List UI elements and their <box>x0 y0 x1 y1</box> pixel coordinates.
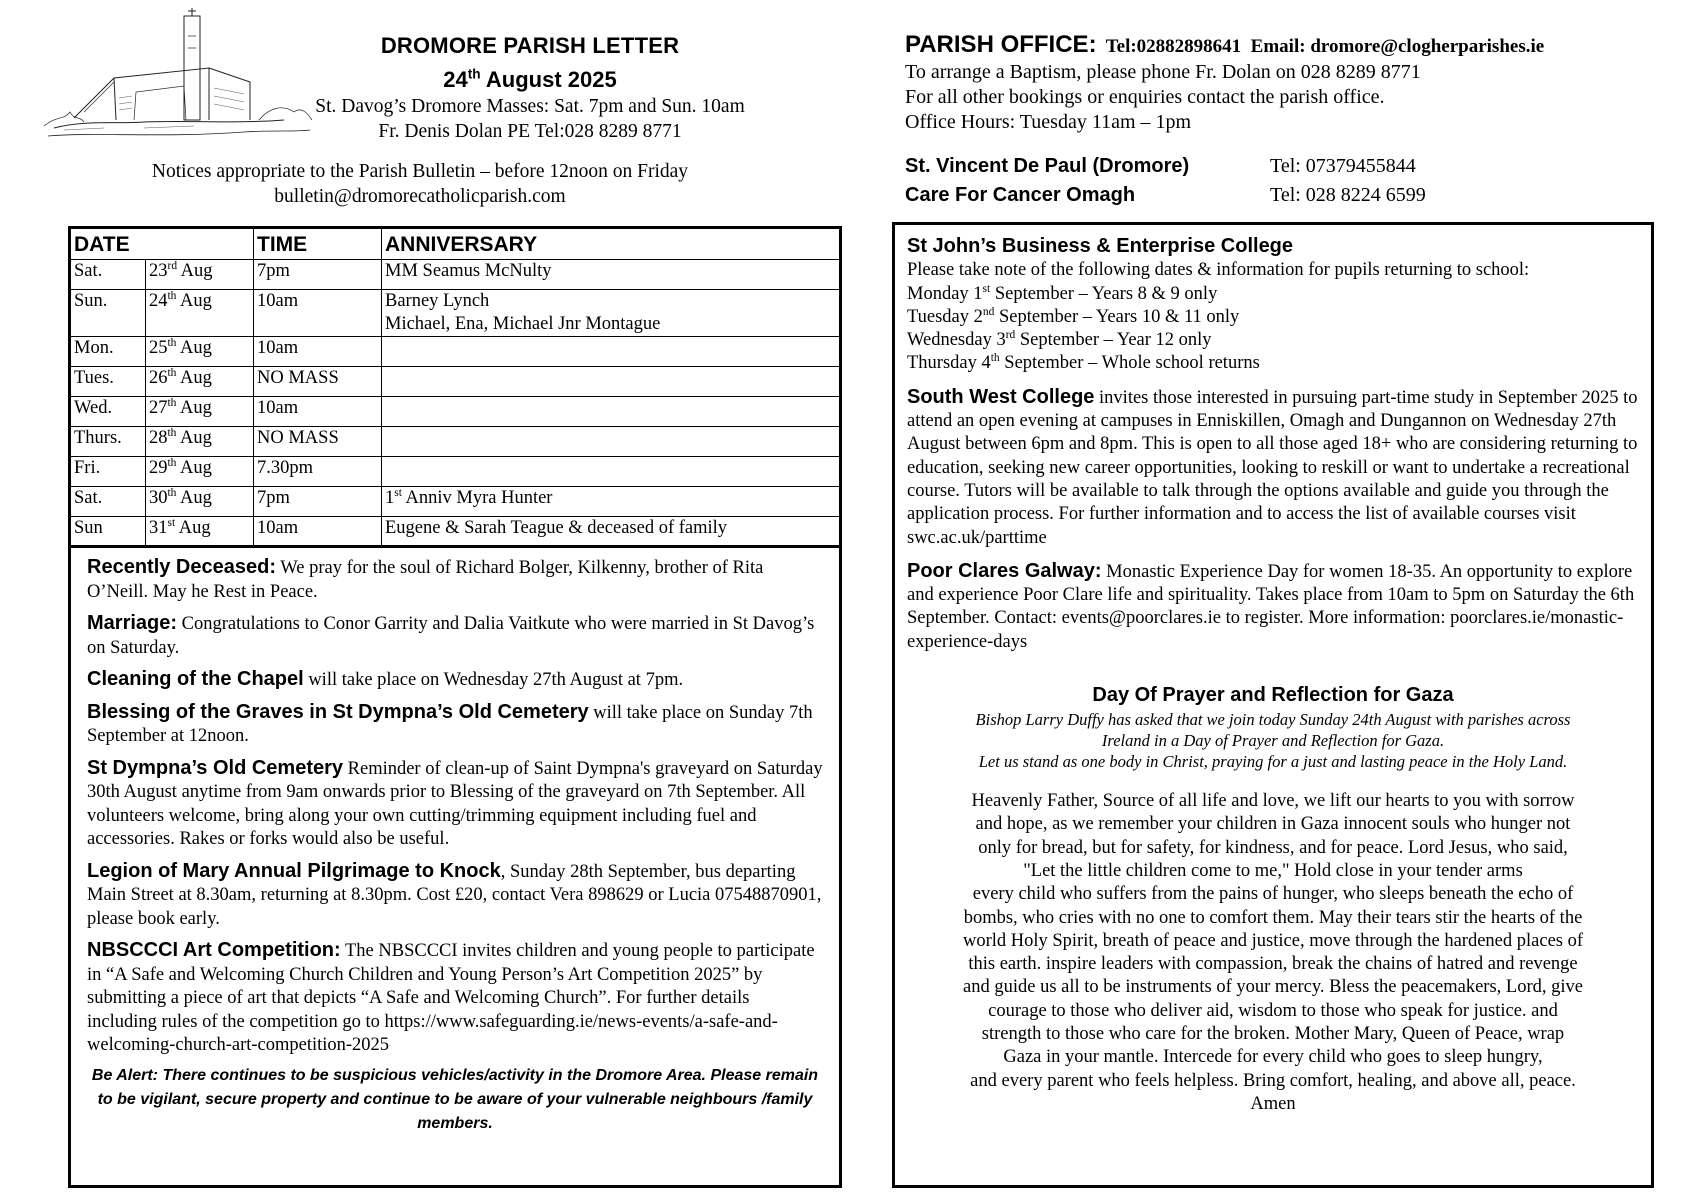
prayer-line: this earth. inspire leaders with compassion, break the chains of hatred and revenge <box>968 954 1578 975</box>
mass-times: St. Davog’s Dromore Masses: Sat. 7pm and Sun. 10am <box>315 96 745 117</box>
baptism-line: To arrange a Baptism, please phone Fr. Dolan on 028 8289 8771 <box>905 61 1421 83</box>
table-row <box>70 517 841 547</box>
cell-time: NO MASS <box>254 367 382 397</box>
cell-anniversary: 1st Anniv Myra Hunter <box>382 487 841 517</box>
office-contact: Tel:02882898641 Email: dromore@clogherparishes.ie <box>1096 36 1545 57</box>
prayer-line: and every parent who feels helpless. Bring comfort, healing, and above all, peace. <box>970 1070 1576 1091</box>
gaza-prayer <box>907 790 1639 1116</box>
notices-panel <box>68 546 842 1188</box>
cell-day: Sat. <box>70 487 146 517</box>
cell-date: 30th Aug <box>146 487 254 517</box>
notice-item: Legion of Mary Annual Pilgrimage to Knock, Sunday 28th September, bus departing Main Street at 8.30am, returning at 8.30pm. Cost £20, contact Vera 898629 or Lucia 07548870901, please book early. <box>87 859 822 929</box>
cell-date: 26th Aug <box>146 367 254 397</box>
cell-date: 29th Aug <box>146 457 254 487</box>
cell-anniversary: MM Seamus McNulty <box>382 260 841 290</box>
notice-item: Marriage: Congratulations to Conor Garrity and Dalia Vaitkute who were married in St Davog’s on Saturday. <box>87 612 815 658</box>
prayer-line: world Holy Spirit, breath of peace and justice, move through the hardened places of <box>962 930 1584 951</box>
table-row <box>70 427 841 457</box>
header-time: TIME <box>254 228 382 260</box>
notice-heading: St Dympna’s Old Cemetery <box>87 756 344 779</box>
gaza-intro: Bishop Larry Duffy has asked that we join today Sunday 24th August with parishes across Ireland in a Day of Prayer and Reflection for Gaza. Let us stand as one body in Christ, praying for a just and lasting peace in the Holy Land. <box>975 710 1571 772</box>
mass-schedule-table <box>68 226 842 548</box>
cell-anniversary <box>382 457 841 487</box>
table-row <box>70 290 841 337</box>
cell-day: Sat. <box>70 260 146 290</box>
cell-day: Tues. <box>70 367 146 397</box>
table-row <box>70 487 841 517</box>
college-heading: St John’s Business & Enterprise College <box>907 235 1294 257</box>
cell-time: NO MASS <box>254 427 382 457</box>
header-date: DATE <box>70 228 254 260</box>
notice-item: Recently Deceased: We pray for the soul of Richard Bolger, Kilkenny, brother of Rita O’Neill. May he Rest in Peace. <box>87 556 764 602</box>
cell-anniversary: Barney Lynch Michael, Ena, Michael Jnr Montague <box>382 290 841 337</box>
notice-heading: NBSCCCI Art Competition: <box>87 939 341 961</box>
cell-time: 7pm <box>254 487 382 517</box>
cell-anniversary <box>382 337 841 367</box>
cell-day: Fri. <box>70 457 146 487</box>
cell-time: 10am <box>254 517 382 547</box>
table-row <box>70 367 841 397</box>
prayer-line: bombs, who cries with no one to comfort them. May their tears stir the hearts of the <box>963 907 1583 928</box>
cell-day: Thurs. <box>70 427 146 457</box>
cell-date: 27th Aug <box>146 397 254 427</box>
notice-heading: Cleaning of the Chapel <box>87 668 304 690</box>
cell-time: 10am <box>254 397 382 427</box>
college-date-line: Wednesday 3rd September – Year 12 only <box>907 329 1212 351</box>
cell-date: 24th Aug <box>146 290 254 337</box>
prayer-line: only for bread, but for safety, for kindness, and for peace. Lord Jesus, who said, <box>978 837 1568 858</box>
cell-date: 25th Aug <box>146 337 254 367</box>
prayer-line: Gaza in your mantle. Intercede for every child who goes to sleep hungry, <box>1003 1047 1543 1068</box>
gaza-title: Day Of Prayer and Reflection for Gaza <box>1092 684 1454 707</box>
college-intro: Please take note of the following dates & information for pupils returning to school: <box>907 260 1530 281</box>
cell-anniversary <box>382 427 841 457</box>
notice-heading: Legion of Mary Annual Pilgrimage to Knock <box>87 859 501 882</box>
cell-date: 28th Aug <box>146 427 254 457</box>
bulletin-email: bulletin@dromorecatholicparish.com <box>274 186 566 207</box>
office-hours: Office Hours: Tuesday 11am – 1pm <box>905 111 1192 133</box>
parish-office-header: PARISH OFFICE: Tel:02882898641 Email: dromore@clogherparishes.ie <box>905 31 1545 58</box>
alert-notice: Be Alert: There continues to be suspicious vehicles/activity in the Dromore Area. Please remain to be vigilant, secure property and continue to be aware of your vulnerable neighbours /family members. <box>91 1066 819 1132</box>
college-notice <box>907 235 1639 376</box>
prayer-line: strength to those who care for the broken. Mother Mary, Queen of Peace, wrap <box>981 1024 1565 1045</box>
bulletin-notice: Notices appropriate to the Parish Bulletin – before 12noon on Friday bulletin@dromorecatholicparish.com <box>70 159 770 209</box>
cell-day: Sun <box>70 517 146 547</box>
college-date-line: Monday 1st September – Years 8 & 9 only <box>907 282 1218 304</box>
cell-date: 31st Aug <box>146 517 254 547</box>
cell-time: 7pm <box>254 260 382 290</box>
cell-date: 23rd Aug <box>146 260 254 290</box>
letter-date: 24th August 2025 <box>443 66 617 92</box>
contact-cancer: Care For Cancer Omagh Tel: 028 8224 6599 <box>905 184 1426 206</box>
cell-day: Mon. <box>70 337 146 367</box>
swc-notice: South West College invites those interested in pursuing part-time study in September 2025 to attend an open evening at campuses in Enniskillen, Omagh and Dungannon on Wednesday 27th August between 6pm and 8pm. This is open to all those aged 18+ who are considering returning to education, seeking new career opportunities, looking to reskill or want to undertake a recreational course. Tutors will be available to talk through the options available and guide you through the application process. For further information and to access the list of available courses visit swc.ac.uk/parttime <box>907 385 1638 548</box>
parish-office-label: PARISH OFFICE <box>905 31 1089 58</box>
right-notices-panel <box>892 222 1654 1188</box>
cell-anniversary: Eugene & Sarah Teague & deceased of family <box>382 517 841 547</box>
cell-anniversary <box>382 367 841 397</box>
prayer-line: and hope, as we remember your children in Gaza innocent souls who hunger not <box>975 814 1571 835</box>
college-date-line: Tuesday 2nd September – Years 10 & 11 only <box>907 305 1240 327</box>
notice-item: St Dympna’s Old Cemetery Reminder of clean-up of Saint Dympna's graveyard on Saturday 30th August anytime from 9am onwards prior to Blessing of the graveyard on 7th September. All volunteers welcome, bring along your own cutting/trimming equipment including fuel and accessories. Rakes or forks would also be useful. <box>87 756 823 849</box>
header-anniversary: ANNIVERSARY <box>382 228 841 260</box>
cell-time: 10am <box>254 337 382 367</box>
prayer-line: courage to those who deliver aid, wisdom to those who speak for justice. and <box>988 1000 1558 1021</box>
clares-heading: Poor Clares Galway: <box>907 559 1102 582</box>
notice-heading: Marriage: <box>87 612 178 634</box>
notice-item: Blessing of the Graves in St Dympna’s Old Cemetery will take place on Sunday 7th September at 12noon. <box>87 700 813 746</box>
cell-anniversary <box>382 397 841 427</box>
table-row <box>70 260 841 290</box>
swc-heading: South West College <box>907 385 1095 408</box>
prayer-line: and guide us all to be instruments of your mercy. Bless the peacemakers, Lord, give <box>963 977 1583 998</box>
table-header-row <box>70 228 841 260</box>
prayer-line: every child who suffers from the pains of hunger, who sleeps beneath the echo of <box>972 884 1574 905</box>
letter-title: DROMORE PARISH LETTER <box>380 33 680 58</box>
priest-contact: Fr. Denis Dolan PE Tel:028 8289 8771 <box>378 121 682 142</box>
notice-heading: Recently Deceased: <box>87 556 276 578</box>
college-date-line: Thursday 4th September – Whole school returns <box>907 352 1260 374</box>
prayer-line: Amen <box>1250 1093 1296 1114</box>
notice-heading: Blessing of the Graves in St Dympna’s Old Cemetery <box>87 700 589 723</box>
cell-time: 10am <box>254 290 382 337</box>
contact-svp: St. Vincent De Paul (Dromore) Tel: 07379455844 <box>905 155 1416 177</box>
table-row <box>70 457 841 487</box>
cell-day: Sun. <box>70 290 146 337</box>
cell-time: 7.30pm <box>254 457 382 487</box>
prayer-line: "Let the little children come to me," Hold close in your tender arms <box>1023 860 1523 881</box>
notice-item: Cleaning of the Chapel will take place on Wednesday 27th August at 7pm. <box>87 668 684 690</box>
notice-item: NBSCCCI Art Competition: The NBSCCCI invites children and young people to participate in “A Safe and Welcoming Church Children and Young Person’s Art Competition 2025” by submitting a piece of art that depicts “A Safe and Welcoming Church”. For further details including rules of the competition go to https://www.safeguarding.ie/news-events/a-safe-and-welcoming-church-art-competition-2025 <box>87 939 815 1055</box>
cell-day: Wed. <box>70 397 146 427</box>
prayer-line: Heavenly Father, Source of all life and love, we lift our hearts to you with sorrow <box>971 791 1575 812</box>
table-row <box>70 397 841 427</box>
clares-notice: Poor Clares Galway: Monastic Experience Day for women 18-35. An opportunity to explore and experience Poor Clare life and spirituality. Takes place from 10am to 5pm on Saturday the 6th September. Contact: events@poorclares.ie to register. More information: poorclares.ie/monastic-experience-days <box>907 559 1635 652</box>
table-row <box>70 337 841 367</box>
bookings-line: For all other bookings or enquiries contact the parish office. <box>905 86 1385 108</box>
